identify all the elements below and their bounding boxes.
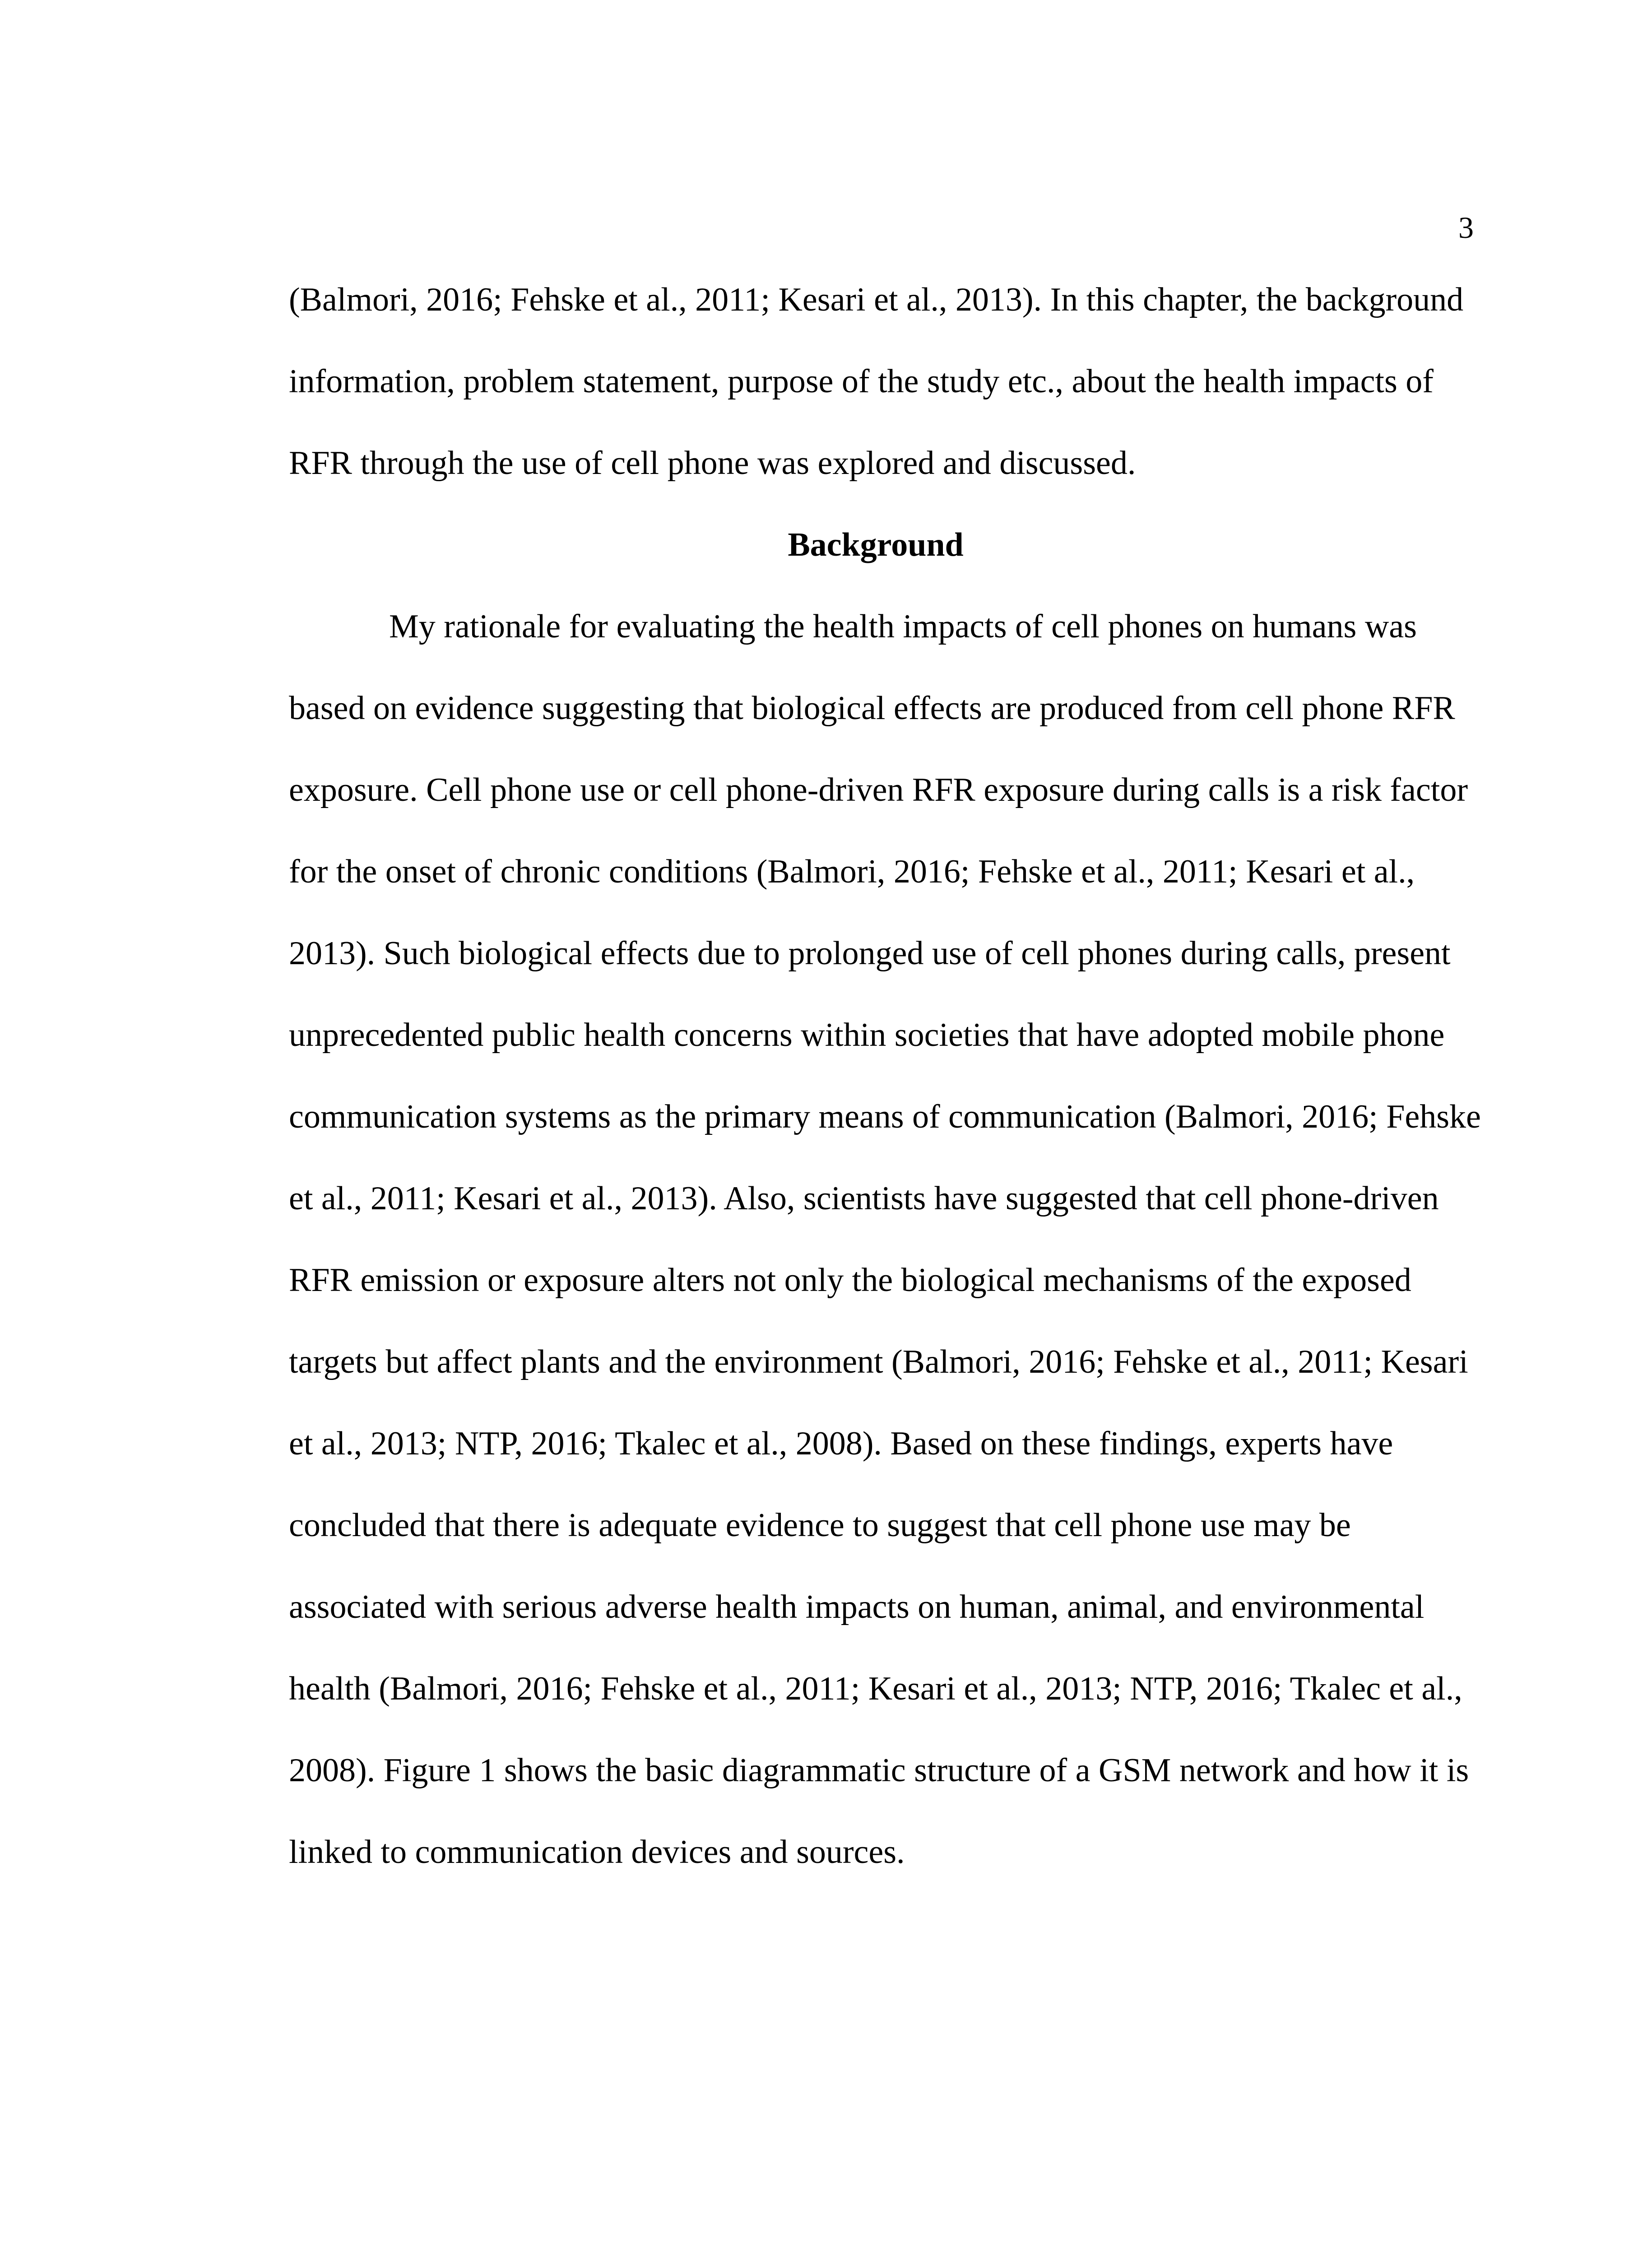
text-line: RFR emission or exposure alters not only the biological mechanisms of the exposed — [289, 1262, 1411, 1299]
text-line: information, problem statement, purpose of the study etc., about the health impacts of — [289, 363, 1434, 400]
intro-paragraph — [289, 275, 1462, 520]
text-line: My rationale for evaluating the health impacts of cell phones on humans was — [389, 608, 1417, 645]
text-line: based on evidence suggesting that biological effects are produced from cell phone RFR — [289, 690, 1455, 727]
text-line: targets but affect plants and the environment (Balmori, 2016; Fehske et al., 2011; Kesari — [289, 1343, 1468, 1380]
text-line: 2008). Figure 1 shows the basic diagrammatic structure of a GSM network and how it is — [289, 1752, 1469, 1789]
section-heading: Background — [788, 526, 964, 563]
background-paragraph — [289, 602, 1481, 1909]
text-line: concluded that there is adequate evidence to suggest that cell phone use may be — [289, 1507, 1351, 1544]
text-line: exposure. Cell phone use or cell phone-driven RFR exposure during calls is a risk factor — [289, 771, 1468, 808]
page-number: 3 — [1458, 210, 1474, 245]
text-line: linked to communication devices and sources. — [289, 1834, 905, 1871]
text-line: et al., 2013; NTP, 2016; Tkalec et al., 2008). Based on these findings, experts have — [289, 1425, 1393, 1462]
text-line: et al., 2011; Kesari et al., 2013). Also, scientists have suggested that cell phone-driven — [289, 1180, 1439, 1217]
text-line: RFR through the use of cell phone was explored and discussed. — [289, 445, 1136, 482]
text-line: (Balmori, 2016; Fehske et al., 2011; Kesari et al., 2013). In this chapter, the background — [289, 281, 1464, 318]
document-body — [289, 275, 1481, 1909]
text-line: unprecedented public health concerns within societies that have adopted mobile phone — [289, 1017, 1445, 1054]
text-line: health (Balmori, 2016; Fehske et al., 2011; Kesari et al., 2013; NTP, 2016; Tkalec et al., — [289, 1670, 1462, 1707]
text-line: communication systems as the primary means of communication (Balmori, 2016; Fehske — [289, 1098, 1481, 1135]
text-line: for the onset of chronic conditions (Balmori, 2016; Fehske et al., 2011; Kesari et al., — [289, 853, 1415, 890]
text-line: 2013). Such biological effects due to prolonged use of cell phones during calls, present — [289, 935, 1451, 972]
text-line: associated with serious adverse health impacts on human, animal, and environmental — [289, 1588, 1425, 1625]
